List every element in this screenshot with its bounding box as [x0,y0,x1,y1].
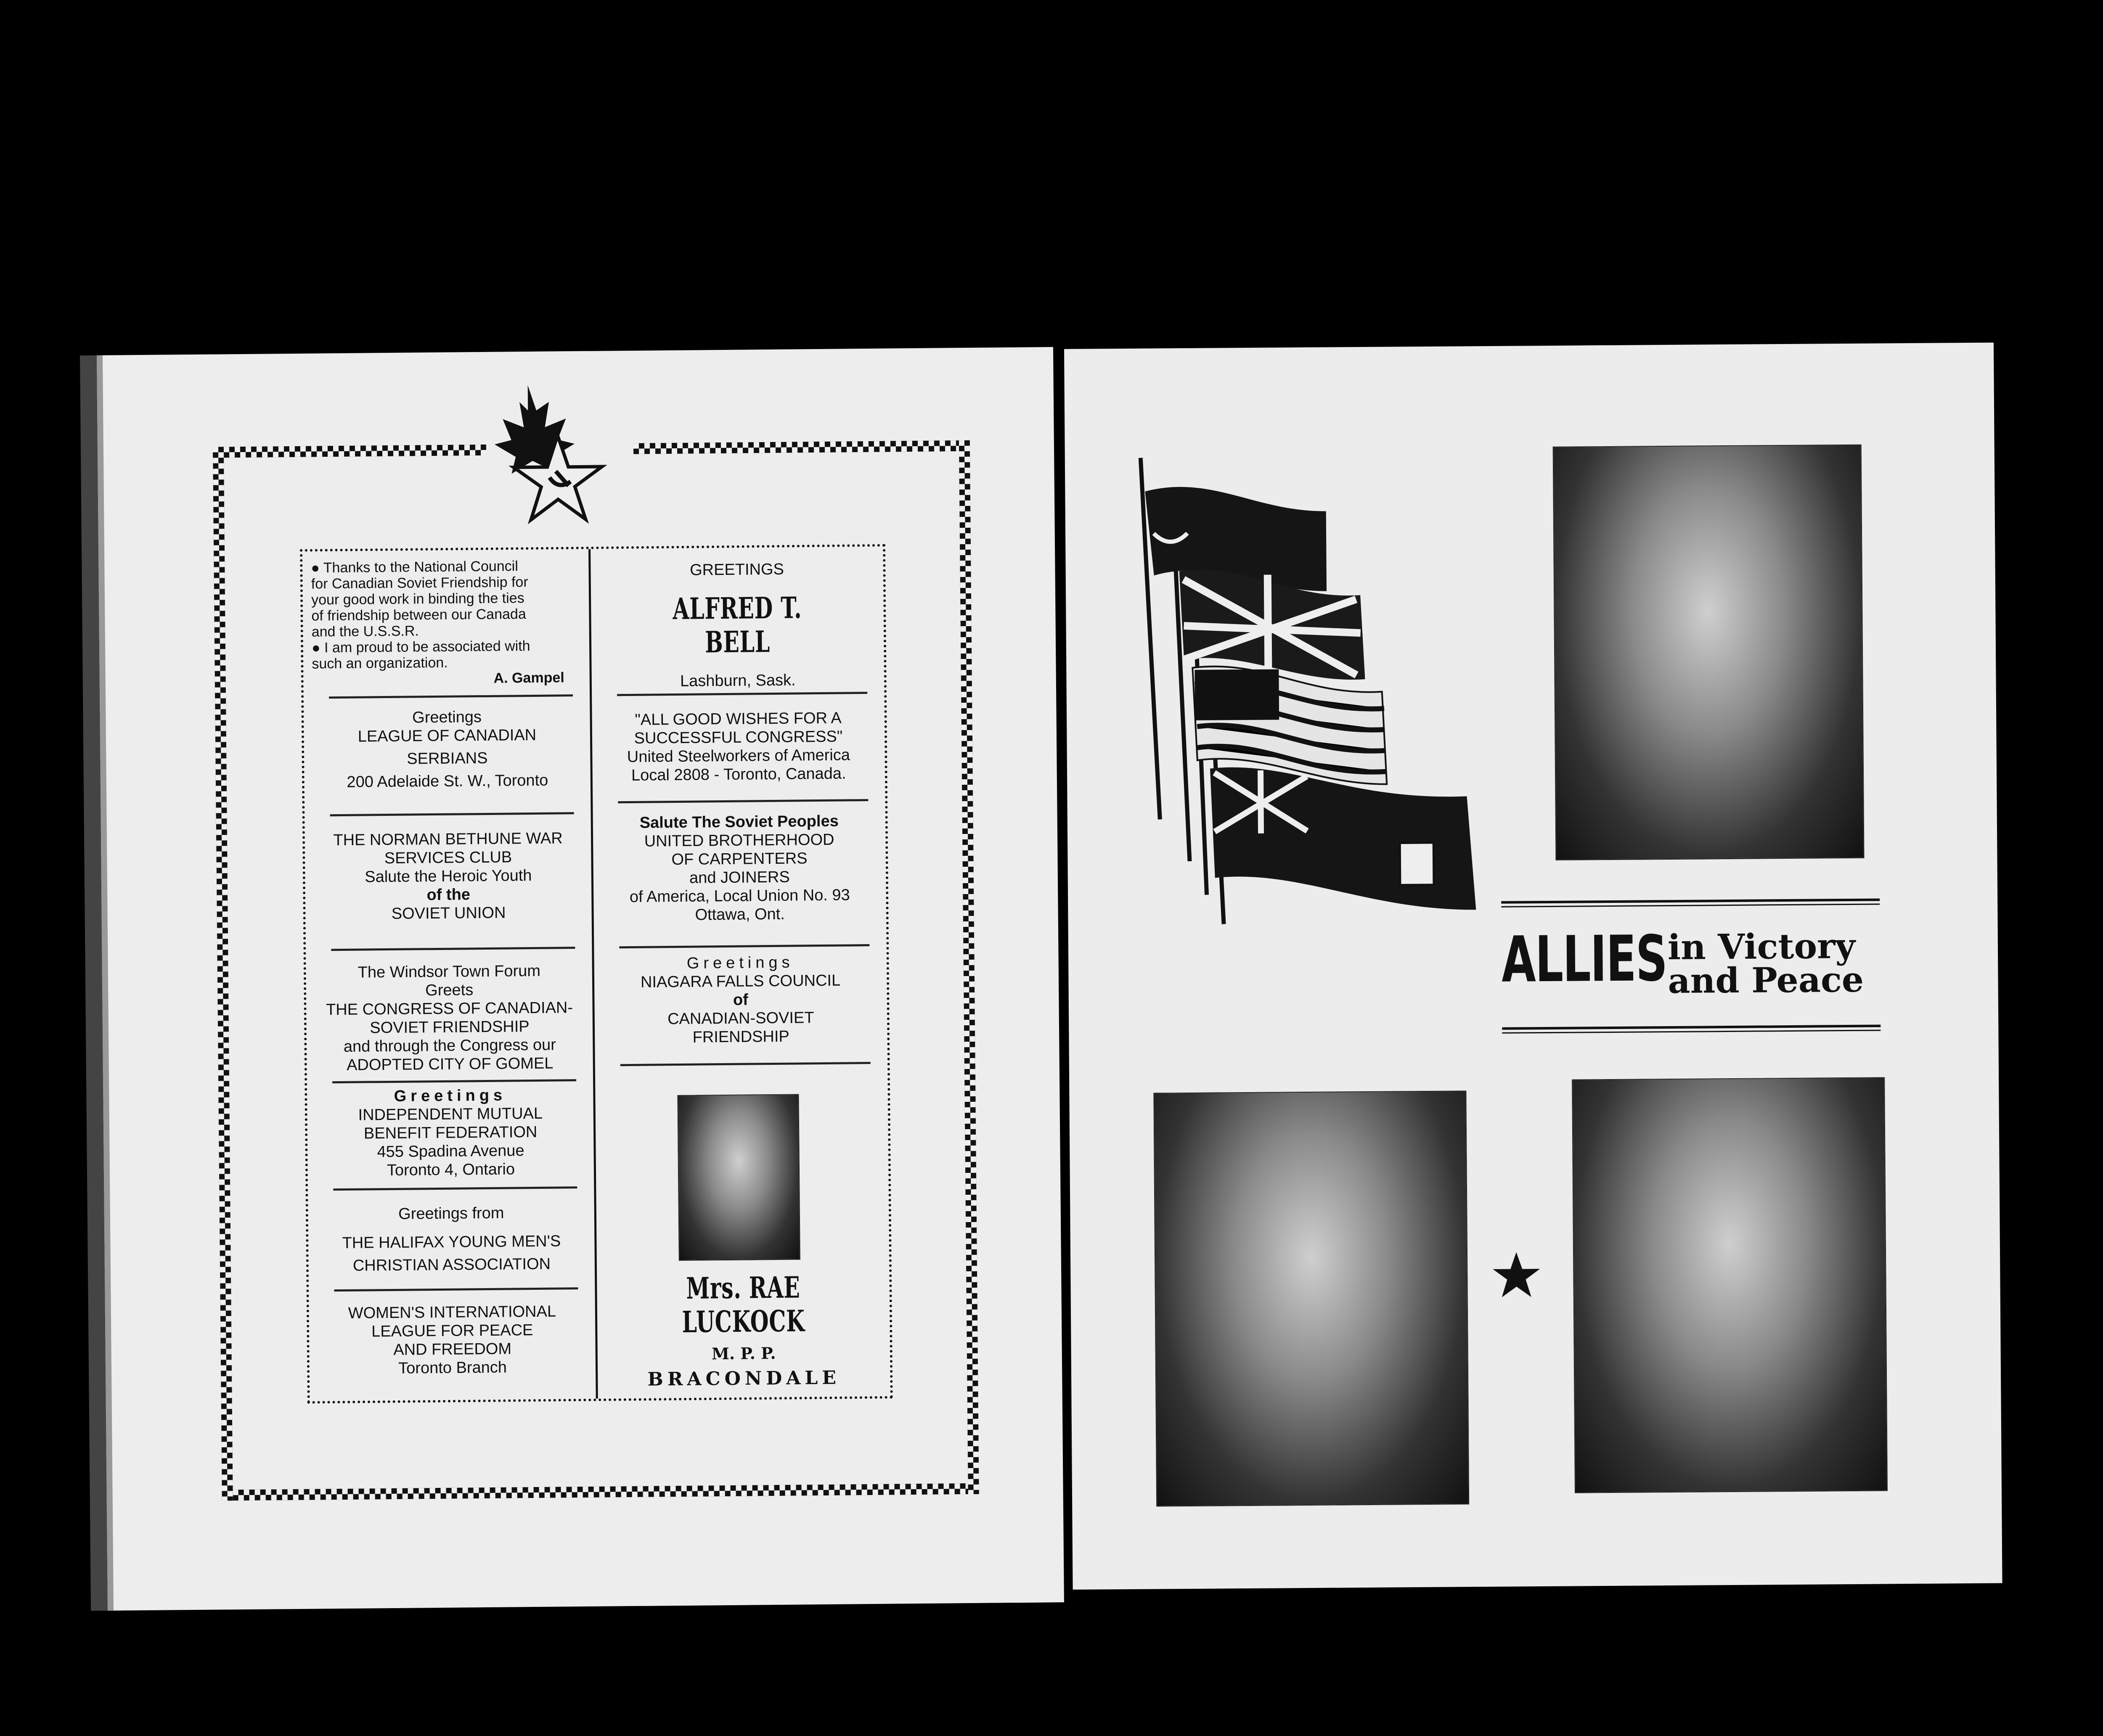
gampel-line3: your good work in binding the ties [311,590,524,608]
windsor-line4: SOVIET FRIENDSHIP [370,1018,530,1037]
checker-border-top-right [633,440,970,454]
left-page [97,347,1064,1611]
carpenters-line3: OF CARPENTERS [671,849,808,869]
right-page [1064,343,2002,1590]
headline-top-rule [1501,898,1880,907]
womens-line3: AND FREEDOM [393,1340,512,1359]
bethune-line3: Salute the Heroic Youth [365,867,532,886]
maple-leaf-star-emblem [481,376,634,529]
allies-peace: and Peace [1668,959,1864,1002]
churchill-portrait [1572,1077,1888,1493]
niagara-line2: of [733,991,749,1009]
windsor-entry [315,961,585,1075]
bell-entry [599,559,876,691]
allies-headline [1502,919,1889,1006]
windsor-line3: THE CONGRESS OF CANADIAN- [326,999,573,1019]
headline-bottom-rule [1502,1024,1881,1033]
luckock-riding: BRACONDALE [647,1367,841,1390]
bethune-line2: SERVICES CLUB [384,848,512,868]
niagara-entry [602,953,879,1048]
niagara-line4: FRIENDSHIP [692,1027,789,1046]
gampel-line4: of friendship between our Canada [311,606,526,624]
niagara-line3: CANADIAN-SOVIET [667,1009,814,1028]
divider [330,812,574,816]
steelworkers-line2: SUCCESSFUL CONGRESS" [634,728,843,747]
bell-name: ALFRED T. BELL [672,590,802,660]
mutual-line2: BENEFIT FEDERATION [363,1123,538,1143]
carpenters-line5: of America, Local Union No. 93 [629,886,850,906]
checker-border-left [213,447,233,1500]
rae-luckock-portrait [677,1094,800,1261]
gampel-line7: such an organization. [312,654,448,672]
steelworkers-entry [600,709,877,785]
allies-word: ALLIES [1501,922,1667,997]
bethune-line5: SOVIET UNION [391,904,506,923]
gampel-line2: for Canadian Soviet Friendship for [311,574,528,592]
divider [619,944,869,948]
halifax-greeting: Greetings from [398,1204,504,1223]
womens-entry [318,1302,588,1379]
windsor-line6: ADOPTED CITY OF GOMEL [346,1054,554,1074]
carpenters-line2: UNITED BROTHERHOOD [644,831,834,850]
carpenters-line1: Salute The Soviet Peoples [639,812,839,832]
gampel-line1: ● Thanks to the National Council [311,558,518,576]
womens-line1: WOMEN'S INTERNATIONAL [348,1302,556,1322]
divider [618,799,868,803]
divider [334,1287,578,1291]
bell-place: Lashburn, Sask. [680,671,796,690]
steelworkers-line3: United Steelworkers of America [627,746,850,766]
carpenters-line4: and JOINERS [689,868,790,887]
windsor-line1: The Windsor Town Forum [358,962,541,982]
mutual-line1: INDEPENDENT MUTUAL [358,1104,543,1124]
womens-line4: Toronto Branch [398,1358,507,1377]
greetings-box [300,544,893,1404]
serbians-line2: SERBIANS [407,749,488,768]
mutual-line4: Toronto 4, Ontario [387,1160,515,1180]
serbians-greeting: Greetings [412,708,482,727]
womens-line2: LEAGUE FOR PEACE [371,1321,533,1341]
niagara-line1: NIAGARA FALLS COUNCIL [640,971,841,991]
mutual-entry [315,1085,585,1180]
halifax-line2: CHRISTIAN ASSOCIATION [352,1255,551,1275]
luckock-entry [605,1270,882,1389]
steelworkers-line4: Local 2808 - Toronto, Canada. [631,765,846,784]
halifax-line1: THE HALIFAX YOUNG MEN'S [342,1232,561,1252]
carpenters-entry [601,812,878,925]
serbians-line1: LEAGUE OF CANADIAN [358,726,537,746]
steelworkers-line1: "ALL GOOD WISHES FOR A [635,709,842,729]
niagara-greeting: Greetings [686,953,794,972]
luckock-title: M. P. P. [711,1344,776,1363]
bell-greeting: GREETINGS [689,560,784,579]
checker-border-bottom [222,1483,979,1501]
divider [331,947,575,951]
gampel-line6: ● I am proud to be associated with [311,638,530,656]
checker-border-right [959,440,979,1494]
halifax-entry [317,1203,586,1276]
serbians-entry [312,707,582,792]
allies-victory: in Victory [1667,926,1856,968]
divider [329,694,573,699]
windsor-line2: Greets [425,981,474,1000]
serbians-line3: 200 Adelaide St. W., Toronto [347,771,548,791]
bethune-entry [313,829,583,924]
checker-border-top-left [213,445,486,458]
roosevelt-portrait [1153,1090,1469,1506]
mutual-line3: 455 Spadina Avenue [377,1142,524,1161]
bethune-line1: THE NORMAN BETHUNE WAR [333,829,563,849]
carpenters-line6: Ottawa, Ont. [695,905,785,924]
gampel-entry [311,558,581,688]
mutual-greeting: Greetings [394,1086,507,1105]
stalin-portrait [1553,445,1865,860]
bethune-line4: of the [426,886,471,904]
gampel-signature: A. Gampel [493,670,564,686]
windsor-line5: and through the Congress our [343,1036,556,1056]
gampel-line5: and the U.S.S.R. [311,623,419,640]
luckock-name: Mrs. RAE LUCKOCK [682,1270,805,1339]
allied-flags-illustration [1128,439,1510,946]
divider [620,1062,871,1066]
star-icon [1491,1250,1542,1301]
greetings-right-column [591,547,890,1399]
divider [617,692,867,696]
divider [332,1079,576,1083]
greetings-left-column [302,549,598,1401]
divider [333,1186,577,1191]
